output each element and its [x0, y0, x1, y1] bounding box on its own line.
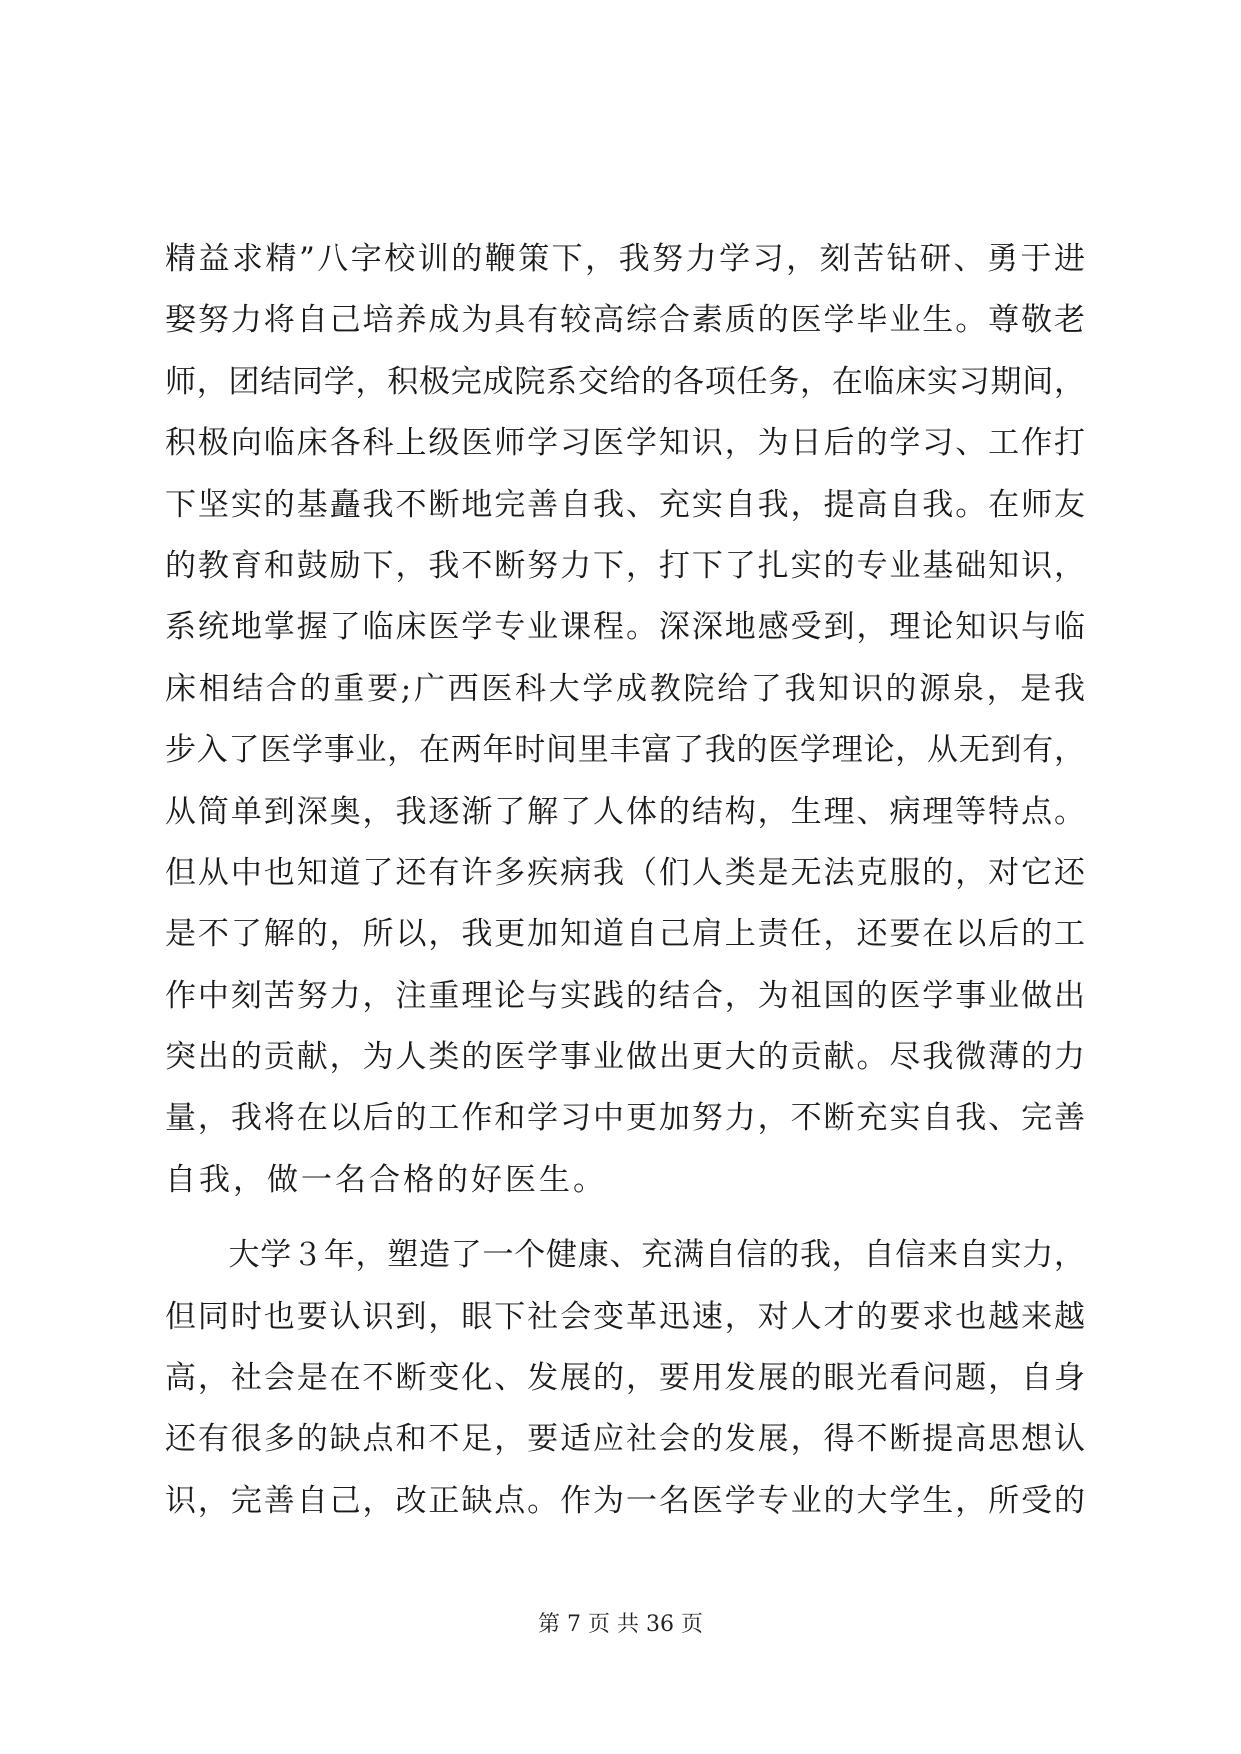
- text-line: 娶努力将自己培养成为具有较高综合素质的医学毕业生。尊敬老: [165, 302, 1085, 339]
- text-line: 的教育和鼓励下，我不断努力下，打下了扎实的专业基础知识，: [165, 547, 1085, 584]
- text-line: 步入了医学事业，在两年时间里丰富了我的医学理论，从无到有，: [165, 732, 1085, 769]
- text-line: 师，团结同学，积极完成院系交给的各项任务，在临床实习期间，: [165, 363, 1085, 400]
- text-line: 突出的贡献，为人类的医学事业做出更大的贡献。尽我微薄的力: [165, 1039, 1085, 1076]
- text-line: 是不了解的，所以，我更加知道自己肩上责任，还要在以后的工: [165, 916, 1085, 953]
- text-line: 但从中也知道了还有许多疾病我（们人类是无法克服的，对它还: [165, 854, 1085, 891]
- document-body: [165, 229, 1085, 1532]
- text-line: 但同时也要认识到，眼下社会变革迅速，对人才的要求也越来越: [165, 1298, 1085, 1335]
- paragraph-gap: [165, 1211, 1085, 1225]
- text-line: 识，完善自己，改正缺点。作为一名医学专业的大学生，所受的: [165, 1482, 1085, 1519]
- paragraph-1: [165, 229, 1085, 1211]
- text-line: 自我，做一名合格的好医生。: [165, 1161, 607, 1198]
- text-line: 床相结合的重要;广西医科大学成教院给了我知识的源泉，是我: [165, 670, 1085, 707]
- text-line: 还有很多的缺点和不足，要适应社会的发展，得不断提高思想认: [165, 1421, 1085, 1458]
- text-line: 从简单到深奥，我逐渐了解了人体的结构，生理、病理等特点。: [165, 793, 1085, 830]
- text-line: 系统地掌握了临床医学专业课程。深深地感受到，理论知识与临: [165, 609, 1085, 646]
- text-line: 积极向临床各科上级医师学习医学知识，为日后的学习、工作打: [165, 425, 1085, 462]
- text-line: 下坚实的基矗我不断地完善自我、充实自我，提高自我。在师友: [165, 486, 1085, 523]
- text-line: 精益求精”八字校训的鞭策下，我努力学习，刻苦钻研、勇于进: [165, 241, 1085, 277]
- text-line: 量，我将在以后的工作和学习中更加努力，不断充实自我、完善: [165, 1100, 1085, 1137]
- text-line: 大学３年，塑造了一个健康、充满自信的我，自信来自实力，: [165, 1237, 1085, 1274]
- page-number-footer: 第 7 页 共 36 页: [538, 1612, 703, 1637]
- text-line: 高，社会是在不断变化、发展的，要用发展的眼光看问题，自身: [165, 1360, 1085, 1397]
- paragraph-2: [165, 1225, 1085, 1532]
- text-line: 作中刻苦努力，注重理论与实践的结合，为祖国的医学事业做出: [165, 977, 1085, 1014]
